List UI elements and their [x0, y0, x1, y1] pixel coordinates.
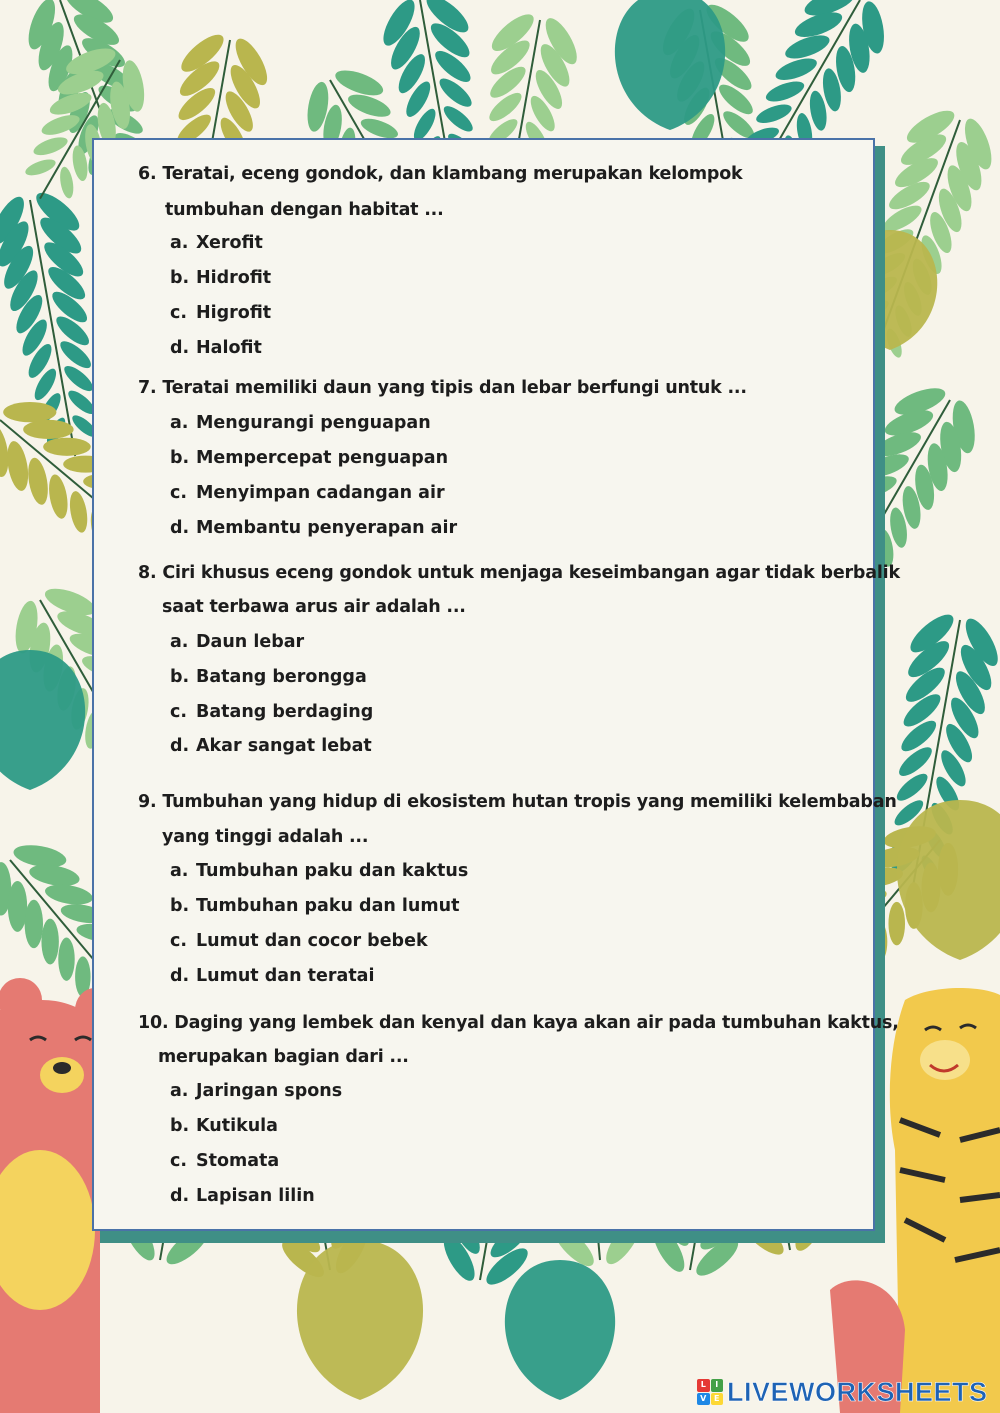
question-6-text: 6. Teratai, eceng gondok, dan klambang merupakan kelompok	[138, 164, 743, 184]
monstera-leaf	[505, 1260, 615, 1400]
question-9-text-cont: yang tinggi adalah ...	[162, 827, 369, 847]
liveworksheets-brand[interactable]	[697, 1377, 988, 1407]
q8-option-a[interactable]: a. Daun lebar	[170, 632, 305, 652]
q9-option-b[interactable]: b. Tumbuhan paku dan lumut	[170, 896, 460, 916]
question-6-text-cont: tumbuhan dengan habitat ...	[165, 200, 444, 220]
q10-option-d[interactable]: d. Lapisan lilin	[170, 1186, 315, 1206]
q8-option-b[interactable]: b. Batang berongga	[170, 667, 367, 687]
liveworksheets-wordmark: LIVEWORKSHEETS	[727, 1376, 988, 1407]
question-7-text: 7. Teratai memiliki daun yang tipis dan lebar berfungi untuk ...	[138, 378, 747, 398]
q6-option-d[interactable]: d. Halofit	[170, 338, 262, 358]
liveworksheets-logo-icon: L I V E	[697, 1379, 723, 1405]
question-8-text: 8. Ciri khusus eceng gondok untuk menjaga keseimbangan agar tidak berbalik	[138, 563, 900, 583]
question-9-text: 9. Tumbuhan yang hidup di ekosistem hutan tropis yang memiliki kelembaban	[138, 792, 897, 812]
q6-option-c[interactable]: c. Higrofit	[170, 303, 272, 323]
q10-option-c[interactable]: c. Stomata	[170, 1151, 280, 1171]
question-8-text-cont: saat terbawa arus air adalah ...	[162, 597, 466, 617]
monstera-leaf	[297, 1240, 423, 1400]
q9-option-c[interactable]: c. Lumut dan cocor bebek	[170, 931, 428, 951]
q9-option-a[interactable]: a. Tumbuhan paku dan kaktus	[170, 861, 469, 881]
q8-option-c[interactable]: c. Batang berdaging	[170, 702, 374, 722]
q8-option-d[interactable]: d. Akar sangat lebat	[170, 736, 372, 756]
q10-option-b[interactable]: b. Kutikula	[170, 1116, 278, 1136]
q10-option-a[interactable]: a. Jaringan spons	[170, 1081, 343, 1101]
q6-option-a[interactable]: a. Xerofit	[170, 233, 263, 253]
monstera-leaf	[0, 650, 85, 790]
monstera-leaf	[897, 800, 1000, 960]
q7-option-c[interactable]: c. Menyimpan cadangan air	[170, 483, 445, 503]
question-10-text: 10. Daging yang lembek dan kenyal dan kaya akan air pada tumbuhan kaktus,	[138, 1013, 899, 1033]
q7-option-b[interactable]: b. Mempercepat penguapan	[170, 448, 449, 468]
q7-option-a[interactable]: a. Mengurangi penguapan	[170, 413, 431, 433]
q9-option-d[interactable]: d. Lumut dan teratai	[170, 966, 375, 986]
q6-option-b[interactable]: b. Hidrofit	[170, 268, 272, 288]
q7-option-d[interactable]: d. Membantu penyerapan air	[170, 518, 458, 538]
question-10-text-cont: merupakan bagian dari ...	[158, 1047, 409, 1067]
monstera-leaf	[615, 0, 725, 130]
